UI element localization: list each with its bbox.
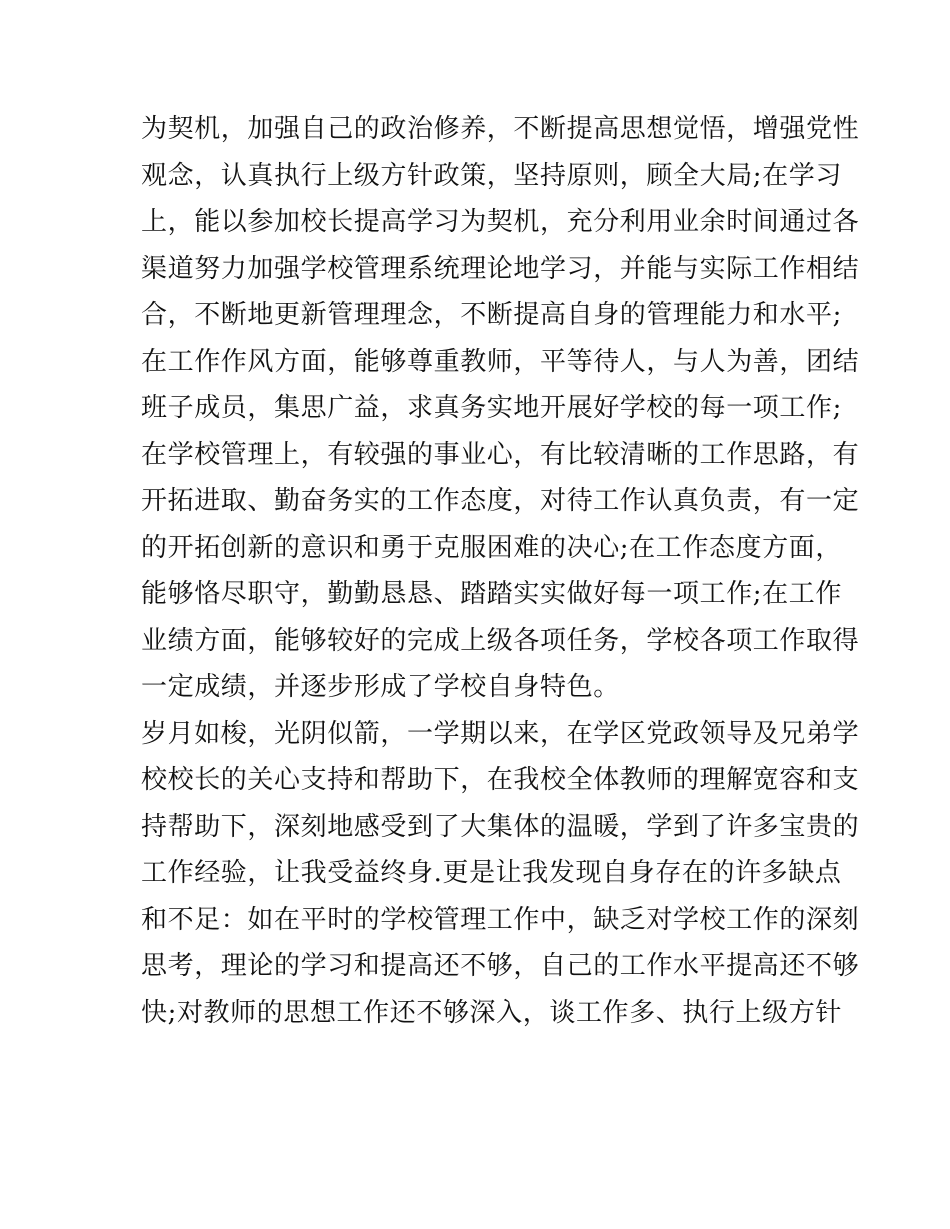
text-line: 能够恪尽职守，勤勤恳恳、踏踏实实做好每一项工作;在工作 [141, 579, 842, 609]
text-line: 渠道努力加强学校管理系统理论地学习，并能与实际工作相结 [141, 253, 860, 284]
text-line: 持帮助下，深刻地感受到了大集体的温暖，学到了许多宝贵的 [141, 811, 860, 842]
text-line: 一定成绩，并逐步形成了学校自身特色。 [141, 672, 620, 702]
text-line: 思考，理论的学习和提高还不够，自己的工作水平提高还不够 [141, 951, 860, 981]
text-line: 合，不断地更新管理理念，不断提高自身的管理能力和水平; [141, 300, 842, 330]
text-line: 在学校管理上，有较强的事业心，有比较清晰的工作思路，有 [141, 439, 860, 470]
text-line: 的开拓创新的意识和勇于克服困难的决心;在工作态度方面， [141, 532, 842, 563]
text-line: 开拓进取、勤奋务实的工作态度，对待工作认真负责，有一定 [141, 486, 860, 516]
text-line: 业绩方面，能够较好的完成上级各项任务，学校各项工作取得 [141, 625, 860, 656]
text-line: 和不足：如在平时的学校管理工作中，缺乏对学校工作的深刻 [141, 904, 860, 935]
text-line: 快;对教师的思想工作还不够深入，谈工作多、执行上级方针 [141, 997, 842, 1028]
text-line: 岁月如梭，光阴似箭，一学期以来，在学区党政领导及兄弟学 [141, 718, 860, 749]
text-line: 在工作作风方面，能够尊重教师，平等待人，与人为善，团结 [141, 346, 860, 377]
text-line: 上，能以参加校长提高学习为契机，充分利用业余时间通过各 [141, 207, 860, 237]
text-line: 观念，认真执行上级方针政策，坚持原则，顾全大局;在学习 [141, 160, 842, 191]
text-line: 校校长的关心支持和帮助下，在我校全体教师的理解宽容和支 [141, 765, 860, 795]
text-line: 为契机，加强自己的政治修养，不断提高思想觉悟，增强党性 [141, 114, 860, 144]
text-line: 工作经验，让我受益终身.更是让我发现自身存在的许多缺点 [141, 858, 842, 888]
text-line: 班子成员，集思广益，求真务实地开展好学校的每一项工作; [141, 393, 842, 423]
body-text [141, 110, 860, 1040]
